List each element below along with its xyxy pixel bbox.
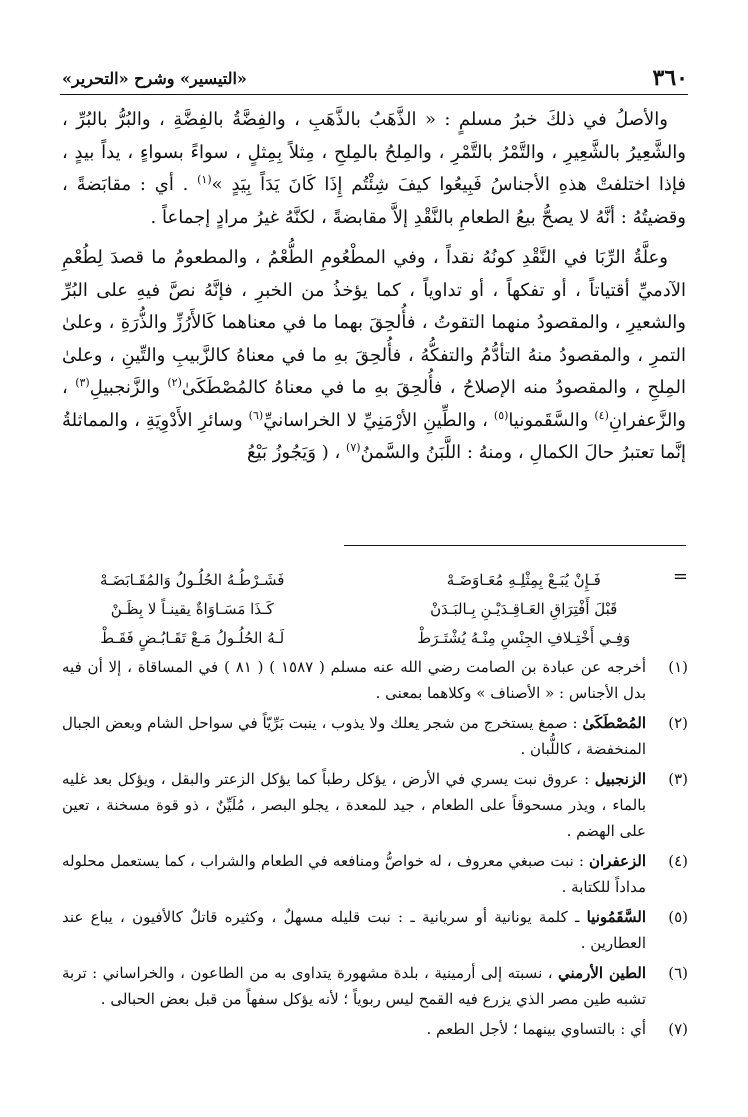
footnote-text [62, 960, 646, 1012]
verse-hemistich-2: فَشَـرْطُـهُ الحُلُـولُ وَالمُقَـابَضَـهْ [100, 571, 285, 589]
para1-text-a: والأصلُ في ذلكَ خبرُ مسلمٍ : « الذَّهَبُ بالذَّهَبِ ، والفِضَّةُ بالفِضَّةِ ، والبُرُّ بالبُرِّ ، والشَّعِيرُ بالشَّعِيرِ ، والتَّمْرُ بالتَّمْرِ ، والمِلحُ بالمِلحِ ، مِثلاً بِمِثلٍ ، سواءً بسواءٍ ، يداً بيدٍ ، فإذا اختلفتْ هذهِ الأجناسُ فَبِيعُوا كيفَ شِئْتُم إِذَا كَانَ يَدَاً بِيَدٍ » [62, 109, 686, 195]
continuation-marker: = [672, 566, 688, 587]
footnote-body: أخرجه عن عبادة بن الصامت رضي الله عنه مسلم ( ١٥٨٧ ) ( ٨١ ) في المساقاة ، إلا أن فيه بدل الأجناس : « الأصناف » وكلاهما بمعنى . [62, 658, 646, 702]
footnote-text [62, 1016, 646, 1042]
footnote-number: (٥) [668, 908, 688, 926]
footnote-number: (٧) [668, 1020, 688, 1038]
footnote-ref-1[interactable]: (١) [197, 173, 212, 186]
para2-text-g: ، ( وَيَجُوزُ بَيْعُ [246, 442, 347, 463]
paragraph-1 [62, 104, 686, 234]
footnote-number: (٤) [668, 852, 688, 870]
footnote-ref-6[interactable]: (٦) [248, 408, 264, 422]
footnote-body: ، نسبته إلى أرمينية ، بلدة مشهورة يتداوى به من الطاعون ، والخراساني : تربة تشبه طين مصر الذي يزرع فيه القمح ليس ربوياً ؛ لأنه يؤكل سفهاً من قبل بعض الحبالى . [62, 964, 646, 1008]
footnote-term: الزعفران [588, 852, 646, 870]
footnote-item [62, 904, 688, 956]
footnote-number: (١) [668, 658, 688, 676]
footnote-text [62, 710, 646, 762]
para2-text-c: ، والزَّعفرانِ [62, 377, 686, 431]
footnote-item [62, 766, 688, 844]
footnote-number: (٦) [668, 964, 688, 982]
footnote-term: الطين الأرمني [558, 964, 646, 982]
footnote-ref-5[interactable]: (٥) [493, 408, 509, 422]
footnote-term: المُصْطَكَىٰ [582, 714, 646, 732]
footnote-item [62, 654, 688, 706]
verse-hemistich-1: قَبْلَ أَفْتِرَاقِ العَـاقِـدَيْـنِ بِـالبَـدَنْ [430, 600, 618, 618]
paragraph-2 [62, 242, 686, 470]
verse-block [62, 566, 688, 653]
para1-text-b: . أي : مقابَضةً ، وقضيتُهُ : أنَّهُ لا يصحُّ بيعُ الطعامِ بالنَّقْدِ إلاَّ مقابضةً ، لكنَّهُ غيرُ مرادٍ إجماعاً . [62, 174, 686, 228]
footnote-separator [344, 545, 686, 546]
para2-text-b: والزَّنجبيلِ [89, 377, 168, 398]
footnote-item [62, 710, 688, 762]
footnote-body: : عروق نبت يسري في الأرض ، يؤكل رطباً كما يؤكل الزعتر والبقل ، ويؤكل بعد غليه بالماء ، ويذر مسحوقاً على الطعام ، جيد للمعدة ، يجلو البصر ، مُلَيِّنٌ ، ذو قوة مسخنة ، تعين على الهضم . [62, 770, 646, 840]
verse-hemistich-2: لَـهُ الحُلُـولُ مَـعْ تَقَـابُـضٍ فَقَـطْ [100, 629, 285, 647]
footnote-number: (٣) [668, 770, 688, 788]
footnote-text [62, 766, 646, 844]
footnote-body: : صمغ يستخرج من شجر يعلك ولا يذوب ، ينبت بَرِّيّاً في سواحل الشام وبعض الجبال المنخفضة ، كاللُّبان . [62, 714, 646, 758]
footnote-number: (٢) [668, 714, 688, 732]
footnote-ref-2[interactable]: (٢) [167, 376, 182, 389]
verse-row [62, 566, 688, 595]
footnote-item [62, 960, 688, 1012]
para2-text-f: وسائرِ الأَدْوِيَةِ ، والمماثلةُ إنَّما تعتبرُ حالَ الكمالِ ، ومنهُ : اللَّبَنُ والسَّمنُ [62, 409, 686, 463]
footnote-text [62, 654, 646, 706]
main-text [62, 104, 686, 470]
footnotes [62, 654, 688, 1046]
para2-text-e: ، والطِّينِ الأرْمَنِيِّ لا الخراسانيِّ [263, 409, 494, 431]
footnote-ref-7[interactable]: (٧) [346, 441, 361, 454]
footnote-item [62, 848, 688, 900]
verse-hemistich-2: كَـذَا مَسَـاوَاةٌ يقينـاً لا بِظَـنْ [110, 600, 274, 618]
page-header [62, 62, 688, 94]
header-rule [60, 94, 688, 95]
verse-hemistich-1: وَفِـي أَخْتِـلافِ الجِنْسِ مِنْـهُ يُشْتَـرَطْ [417, 629, 631, 647]
running-title: «التيسير» وشرح «التحرير» [62, 68, 247, 88]
footnote-ref-3[interactable]: (٣) [75, 376, 90, 389]
footnote-ref-4[interactable]: (٤) [594, 408, 609, 422]
verse-row [62, 624, 688, 653]
footnote-term: السَّقَمُونيا [586, 908, 646, 926]
verse-hemistich-1: فَـإِنْ يُبَـعْ بِمِثْلِـهِ مُعَـاوَضَـهْ [446, 571, 601, 589]
footnote-item [62, 1016, 688, 1042]
footnote-text [62, 904, 646, 956]
para2-text-d: والسَّقَمونيا [508, 409, 595, 431]
para2-text-a: وعلَّةُ الرِّبَا في النَّقْدِ كونُهُ نقداً ، وفي المطْعُومِ الطُّعْمُ ، والمطعومُ ما قصدَ لِطُعْمِ الآدميِّ أقتياتاً ، أو تفكهاً ، أو تداوياً ، كما يؤخذُ من الخبرِ ، فإنَّهُ نصَّ فيهِ على البُرِّ والشعيرِ ، والمقصودُ منهما التقوتُ ، فأُلحِقَ بهما ما في معناهما كَالأَرُزِّ والذُّرَةِ ، وعلىٰ التمرِ ، والمقصودُ منهُ التأدُّمُ والتفكُّهُ ، فأُلحِقَ بهِ ما في معناهُ كالزَّبيبِ والتِّينِ ، وعلىٰ المِلحِ ، والمقصودُ منه الإصلاحُ ، فأُلحِقَ بهِ ما في معناهُ كالمُصْطَكَىٰ [62, 247, 686, 398]
footnote-term: الزنجبيل [594, 770, 646, 788]
page-number: ٣٦٠ [652, 65, 688, 91]
footnote-body: : نبت صبغي معروف ، له خواصُّ ومنافعه في الطعام والشراب ، كما يستعمل محلوله مداداً للكتابة . [62, 852, 646, 896]
footnote-body: أي : بالتساوي بينهما ؛ لأجل الطعم . [426, 1020, 646, 1038]
verse-row [62, 595, 688, 624]
footnote-text [62, 848, 646, 900]
footnote-body: ـ كلمة يونانية أو سريانية ـ : نبت قليله مسهلٌ ، وكثيره قاتلٌ كالأفيون ، يباع عند العطارين . [62, 908, 646, 952]
